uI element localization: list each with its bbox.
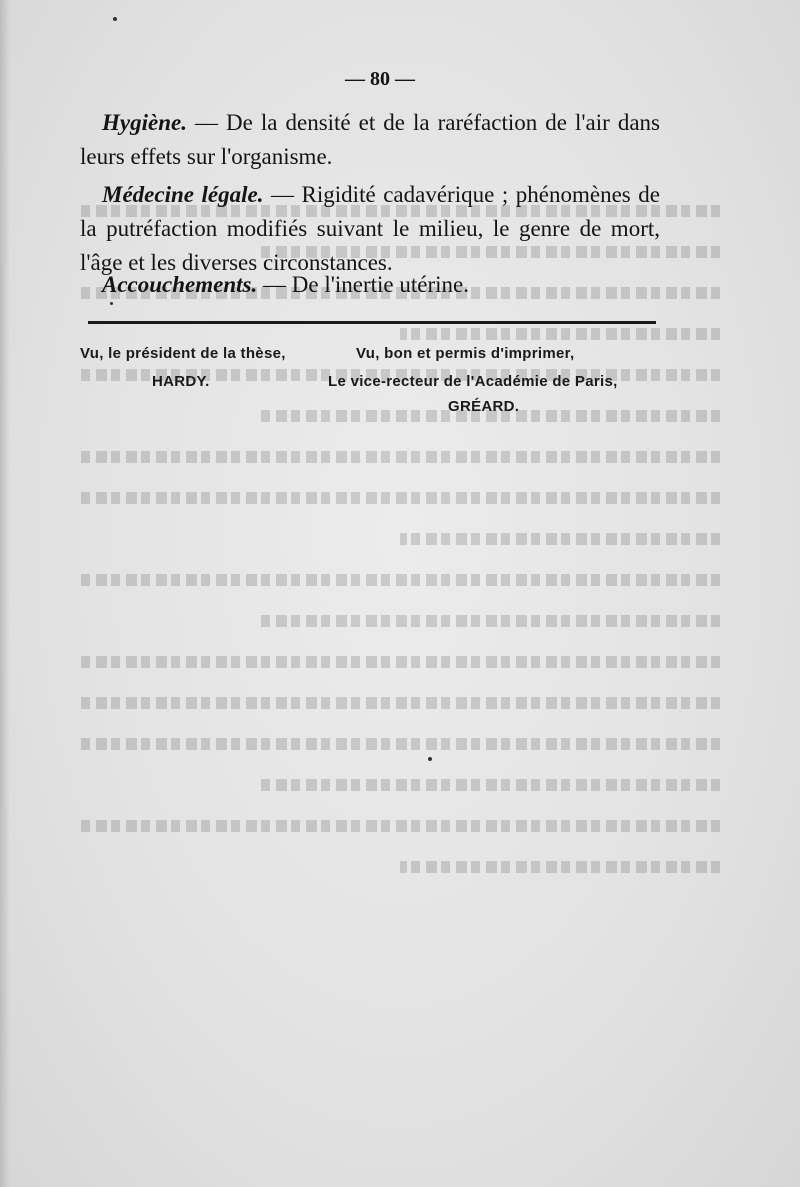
- section-label: Accouchements.: [102, 272, 258, 297]
- president-approval: Vu, le président de la thèse,: [80, 345, 286, 362]
- vice-rector-title: Le vice-recteur de l'Académie de Paris,: [328, 373, 618, 390]
- horizontal-rule: [88, 321, 656, 324]
- section-text: — De l'inertie utérine.: [257, 272, 469, 297]
- section-label: Hygiène.: [102, 110, 187, 135]
- section-accouchements: [80, 268, 660, 302]
- ink-speck: [113, 17, 117, 21]
- section-text: — Rigidité cadavérique ; phénomènes de la putréfaction modifiés suivant le milieu, le genre de mort, l'âge et les diverses circonstances.: [80, 182, 660, 275]
- ink-speck: [428, 757, 432, 761]
- president-name: HARDY.: [152, 373, 210, 390]
- page-number: — 80 —: [345, 68, 415, 90]
- vice-rector-name: GRÉARD.: [448, 398, 520, 415]
- scan-edge-shadow: [0, 0, 10, 1187]
- section-medecine-legale: [80, 178, 660, 280]
- section-hygiene: [80, 106, 660, 174]
- imprimatur-statement: Vu, bon et permis d'imprimer,: [356, 345, 575, 362]
- section-label: Médecine légale.: [102, 182, 264, 207]
- ink-speck: [110, 302, 113, 305]
- section-text: — De la densité et de la raréfaction de l'air dans leurs effets sur l'organisme.: [80, 110, 660, 169]
- reverse-side-bleed-through: [60, 180, 740, 1060]
